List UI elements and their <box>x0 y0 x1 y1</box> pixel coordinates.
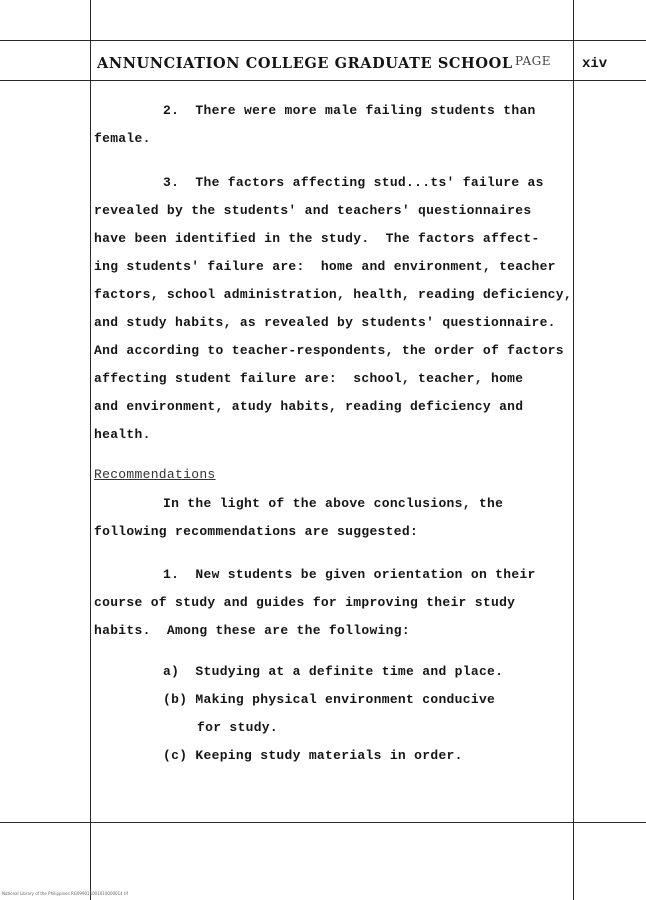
list-item: (c) Keeping study materials in order. <box>163 748 463 763</box>
body-line: factors, school administration, health, reading deficiency, <box>94 287 572 302</box>
body-line: And according to teacher-respondents, the order of factors <box>94 343 564 358</box>
bottom-rule <box>0 822 646 823</box>
list-item: a) Studying at a definite time and place. <box>163 664 504 679</box>
left-margin-rule <box>90 0 91 900</box>
page-number: xiv <box>582 56 608 72</box>
body-line: ing students' failure are: home and environment, teacher <box>94 259 556 274</box>
body-line: health. <box>94 427 151 442</box>
page-label: PAGE <box>515 54 551 68</box>
body-line: 3. The factors affecting stud...ts' failure as <box>163 175 544 190</box>
footer-note: National Library of the Philippines RG099011001010000014 tif <box>2 891 129 896</box>
body-line: affecting student failure are: school, teacher, home <box>94 371 524 386</box>
body-line: revealed by the students' and teachers' questionnaires <box>94 203 532 218</box>
page-title: ANNUNCIATION COLLEGE GRADUATE SCHOOL <box>97 55 513 72</box>
body-line: habits. Among these are the following: <box>94 623 410 638</box>
body-line: female. <box>94 131 151 146</box>
body-line: have been identified in the study. The factors affect- <box>94 231 540 246</box>
body-line: 2. There were more male failing students than <box>163 103 536 118</box>
body-line: following recommendations are suggested: <box>94 524 419 539</box>
section-heading: Recommendations <box>94 467 216 482</box>
body-line: In the light of the above conclusions, the <box>163 496 504 511</box>
body-line: 1. New students be given orientation on their <box>163 567 536 582</box>
list-item-continuation: for study. <box>197 720 279 735</box>
top-rule <box>0 40 646 41</box>
header-rule <box>0 80 646 81</box>
body-line: and study habits, as revealed by students' questionnaire. <box>94 315 556 330</box>
list-item: (b) Making physical environment conducive <box>163 692 496 707</box>
body-line: course of study and guides for improving their study <box>94 595 516 610</box>
right-margin-rule <box>573 0 574 900</box>
body-line: and environment, atudy habits, reading deficiency and <box>94 399 524 414</box>
